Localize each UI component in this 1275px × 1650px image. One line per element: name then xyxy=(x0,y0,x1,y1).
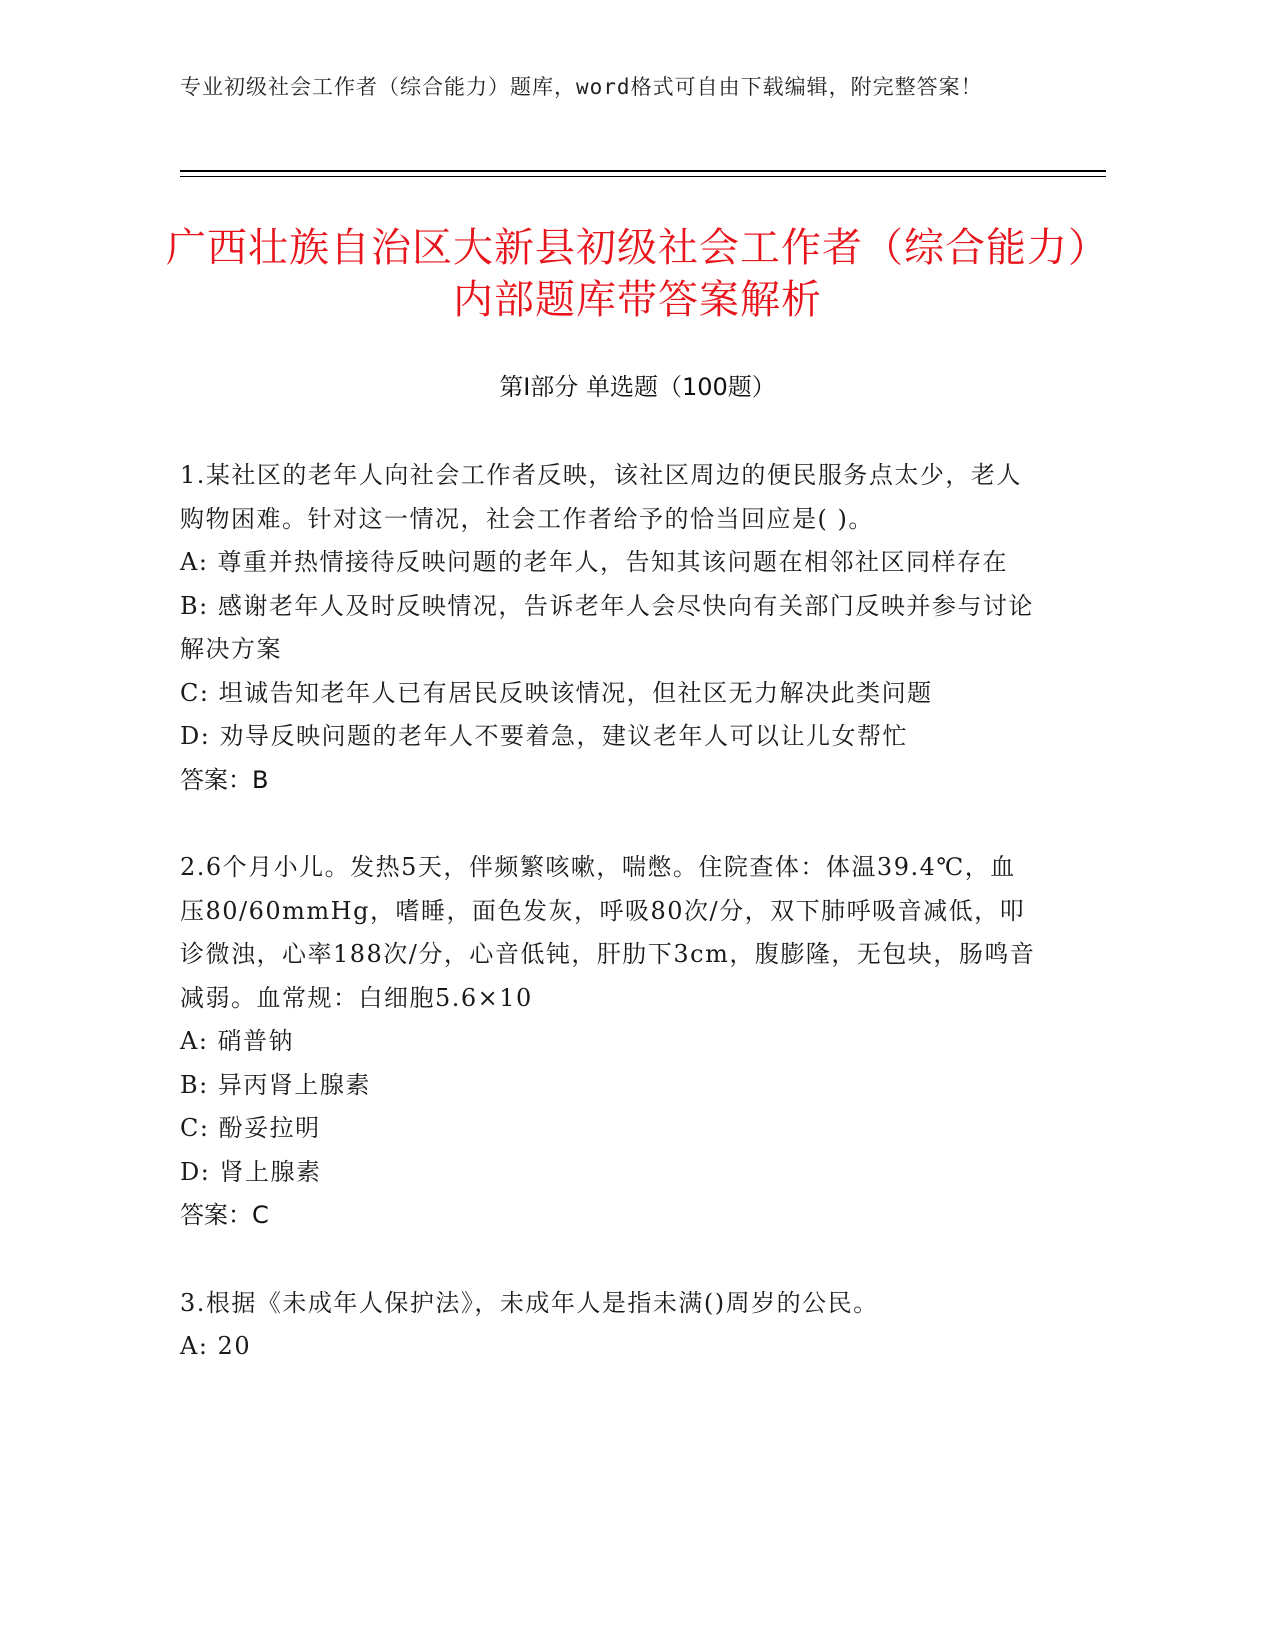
question-option-a: A: 硝普钠 xyxy=(180,1027,295,1055)
header-rule-thick xyxy=(180,170,1106,172)
question-option-d: D: 劝导反映问题的老年人不要着急，建议老年人可以让儿女帮忙 xyxy=(180,722,908,750)
header-rule-thin xyxy=(180,176,1106,177)
question-list xyxy=(180,454,1040,1413)
question-stem: 1.某社区的老年人向社会工作者反映，该社区周边的便民服务点太少，老人购物困难。针对这一情况，社会工作者给予的恰当回应是( )。 xyxy=(180,461,1022,533)
question-answer: 答案：C xyxy=(180,1201,269,1229)
question-3 xyxy=(180,1282,1040,1369)
document-title: 广西壮族自治区大新县初级社会工作者（综合能力）内部题库带答案解析 xyxy=(166,225,1109,323)
question-option-a: A: 20 xyxy=(180,1332,252,1360)
question-option-c: C: 酚妥拉明 xyxy=(180,1114,321,1142)
question-stem: 3.根据《未成年人保护法》，未成年人是指未满()周岁的公民。 xyxy=(180,1288,879,1317)
question-option-b: B: 异丙肾上腺素 xyxy=(180,1070,371,1099)
question-stem: 2.6个月小儿。发热5天，伴频繁咳嗽，喘憋。住院查体：体温39.4℃，血压80/60mmHg，嗜睡，面色发灰，呼吸80次/分，双下肺呼吸音减低，叩诊微浊，心率188次/分，心音低钝，肝肋下3cm，腹膨隆，无包块，肠鸣音减弱。血常规：白细胞5.6×10 xyxy=(180,853,1036,1012)
question-option-c: C: 坦诚告知老年人已有居民反映该情况，但社区无力解决此类问题 xyxy=(180,678,933,707)
header-note: 专业初级社会工作者（综合能力）题库，word格式可自由下载编辑，附完整答案！ xyxy=(180,75,983,99)
question-answer: 答案：B xyxy=(180,765,269,794)
question-option-d: D: 肾上腺素 xyxy=(180,1157,322,1186)
question-option-b: B: 感谢老年人及时反映情况，告诉老年人会尽快向有关部门反映并参与讨论解决方案 xyxy=(180,591,1034,663)
question-option-a: A: 尊重并热情接待反映问题的老年人，告知其该问题在相邻社区同样存在 xyxy=(180,548,1009,576)
question-2 xyxy=(180,846,1040,1238)
section-title: 第I部分 单选题（100题） xyxy=(499,373,776,401)
question-1 xyxy=(180,454,1040,802)
